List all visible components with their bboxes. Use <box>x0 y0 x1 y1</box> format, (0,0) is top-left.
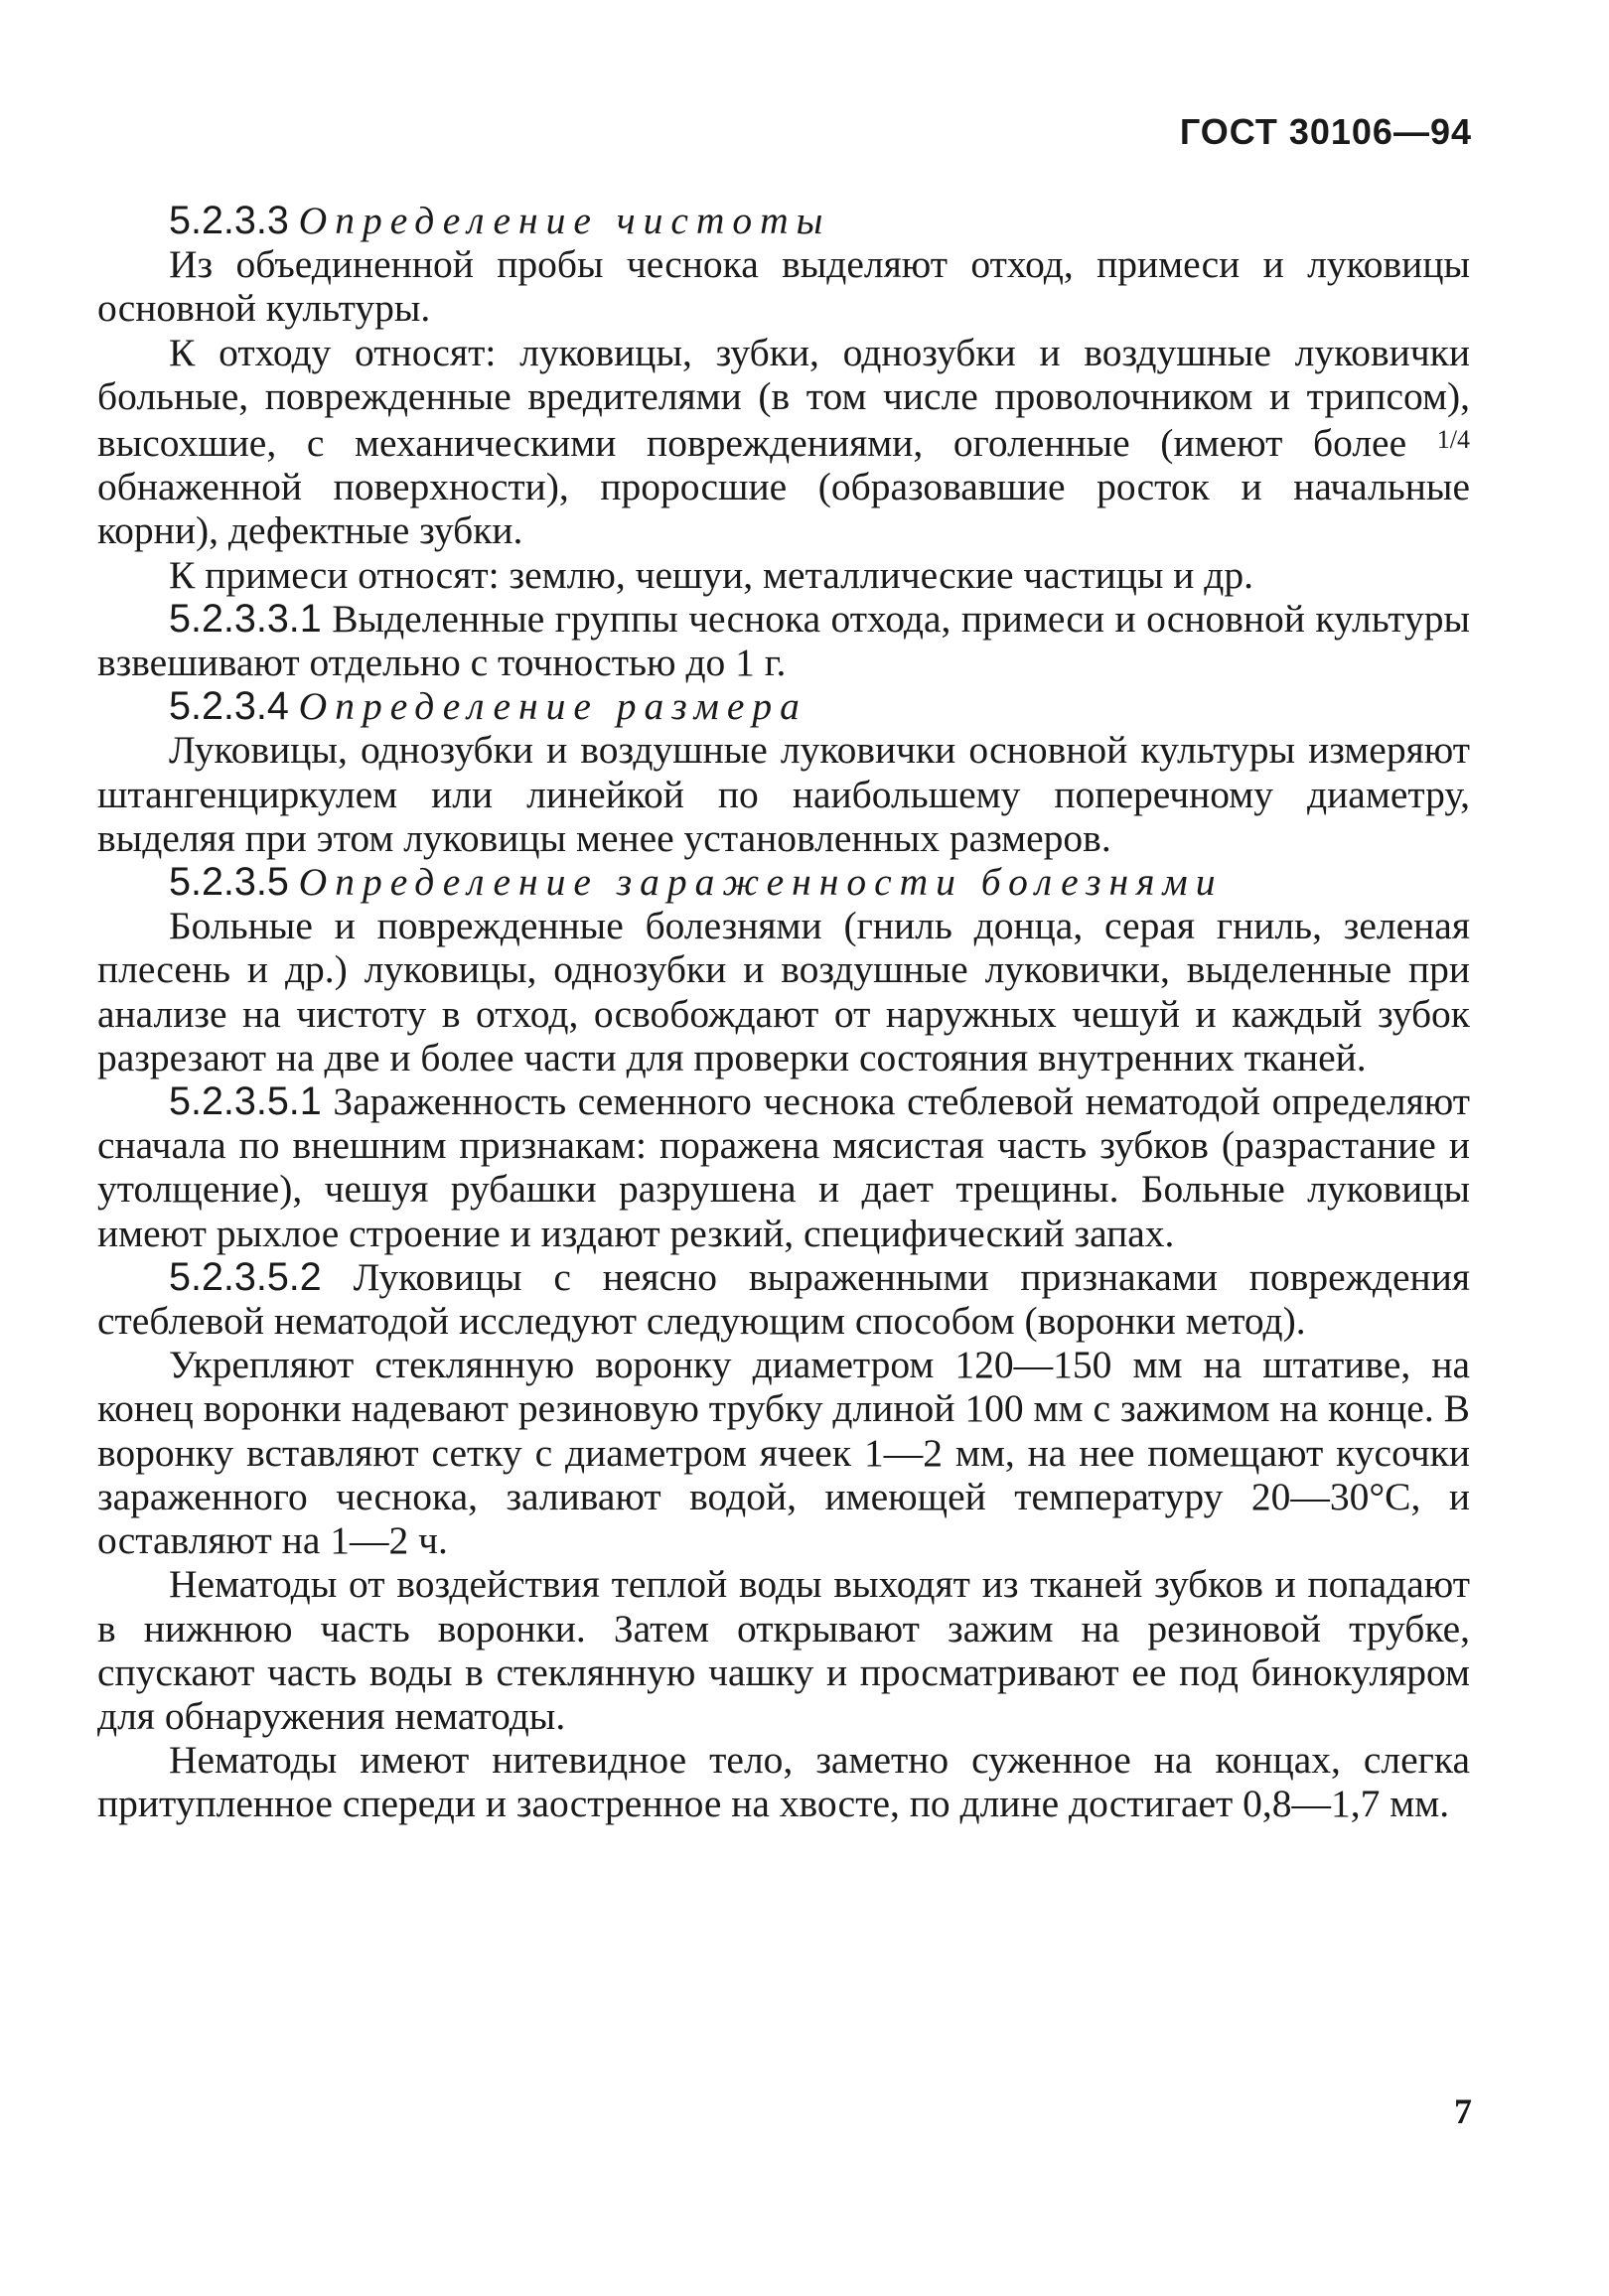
clause-5-2-3-5-2 <box>97 1255 1470 1343</box>
paragraph: Луковицы, однозубки и воздушные луковички основной культуры измеряют штангенциркулем или линейкой по наибольшему поперечному диаметру, выделяя при этом луковицы менее установленных размеров. <box>97 728 1470 860</box>
document-body <box>97 199 1470 1826</box>
section-heading-5-2-3-3 <box>97 199 1470 242</box>
section-heading-5-2-3-5 <box>97 860 1470 904</box>
section-title: Определение размера <box>298 684 807 729</box>
section-title: Определение чистоты <box>298 199 831 242</box>
paragraph: Укрепляют стеклянную воронку диаметром 120—150 мм на штативе, на конец воронки надевают резиновую трубку длиной 100 мм с зажимом на конце. В воронку вставляют сетку с диаметром ячеек 1—2 мм, на нее помещают кусочки зараженного чеснока, заливают водой, имеющей температуру 20—30°С, и оставляют на 1—2 ч. <box>97 1343 1470 1563</box>
paragraph: К примеси относят: землю, чешуи, металлические частицы и др. <box>169 552 1254 597</box>
paragraph: Из объединенной пробы чеснока выделяют отход, примеси и луковицы основной культуры. <box>97 242 1470 331</box>
section-title: Определение зараженности болезнями <box>298 860 1224 905</box>
section-number: 5.2.3.5 <box>169 860 289 905</box>
clause-number: 5.2.3.3.1 <box>169 596 322 641</box>
clause-text: Выделенные группы чеснока отхода, примеси и основной культуры взвешивают отдельно с точностью до 1 г. <box>97 596 1471 685</box>
paragraph: Нематоды от воздействия теплой воды выходят из тканей зубков и попадают в нижнюю часть воронки. Затем открывают зажим на резиновой трубке, спускают часть воды в стеклянную чашку и просматривают ее под бинокуляром для обнаружения нематоды. <box>97 1562 1470 1738</box>
section-heading-5-2-3-4 <box>97 684 1470 728</box>
paragraph <box>97 331 1470 553</box>
document-code-header: ГОСТ 30106—94 <box>1179 111 1472 152</box>
clause-5-2-3-5-1 <box>97 1079 1470 1255</box>
clause-5-2-3-3-1 <box>97 597 1470 684</box>
section-number: 5.2.3.3 <box>169 199 289 242</box>
fraction: 1/4 <box>1436 425 1470 455</box>
paragraph: Больные и поврежденные болезнями (гниль донца, серая гниль, зеленая плесень и др.) луковицы, однозубки и воздушные луковички, выделенные при анализе на чистоту в отход, освобождают от наружных чешуй и каждый зубок разрезают на две и более части для проверки состояния внутренних тканей. <box>97 904 1470 1079</box>
page-number: 7 <box>1454 2091 1472 2131</box>
clause-text: Зараженность семенного чеснока стеблевой нематодой определяют сначала по внешним признакам: поражена мясистая часть зубков (разрастание и утолщение), чешуя рубашки разрушена и дает трещины. Больные луковицы имеют рыхлое строение и издают резкий, специфический запах. <box>97 1079 1471 1255</box>
paragraph: Нематоды имеют нитевидное тело, заметно суженное на концах, слегка притупленное спереди и заостренное на хвосте, по длине достигает 0,8—1,7 мм. <box>97 1738 1470 1826</box>
section-number: 5.2.3.4 <box>169 684 289 729</box>
clause-number: 5.2.3.5.1 <box>169 1079 322 1124</box>
paragraph-text: обнаженной поверхности), проросшие (образовавшие росток и начальные корни), дефектные зубки. <box>97 465 1470 553</box>
paragraph-text: К отходу относят: луковицы, зубки, однозубки и воздушные луковички больные, поврежденные вредителями (в том числе проволочником и трипсом), высохшие, с механическими повреждениями, оголенные (имеют более <box>97 330 1470 466</box>
clause-number: 5.2.3.5.2 <box>169 1254 322 1299</box>
clause-text: Луковицы с неясно выраженными признаками повреждения стеблевой нематодой исследуют следующим способом (воронки метод). <box>97 1254 1470 1344</box>
